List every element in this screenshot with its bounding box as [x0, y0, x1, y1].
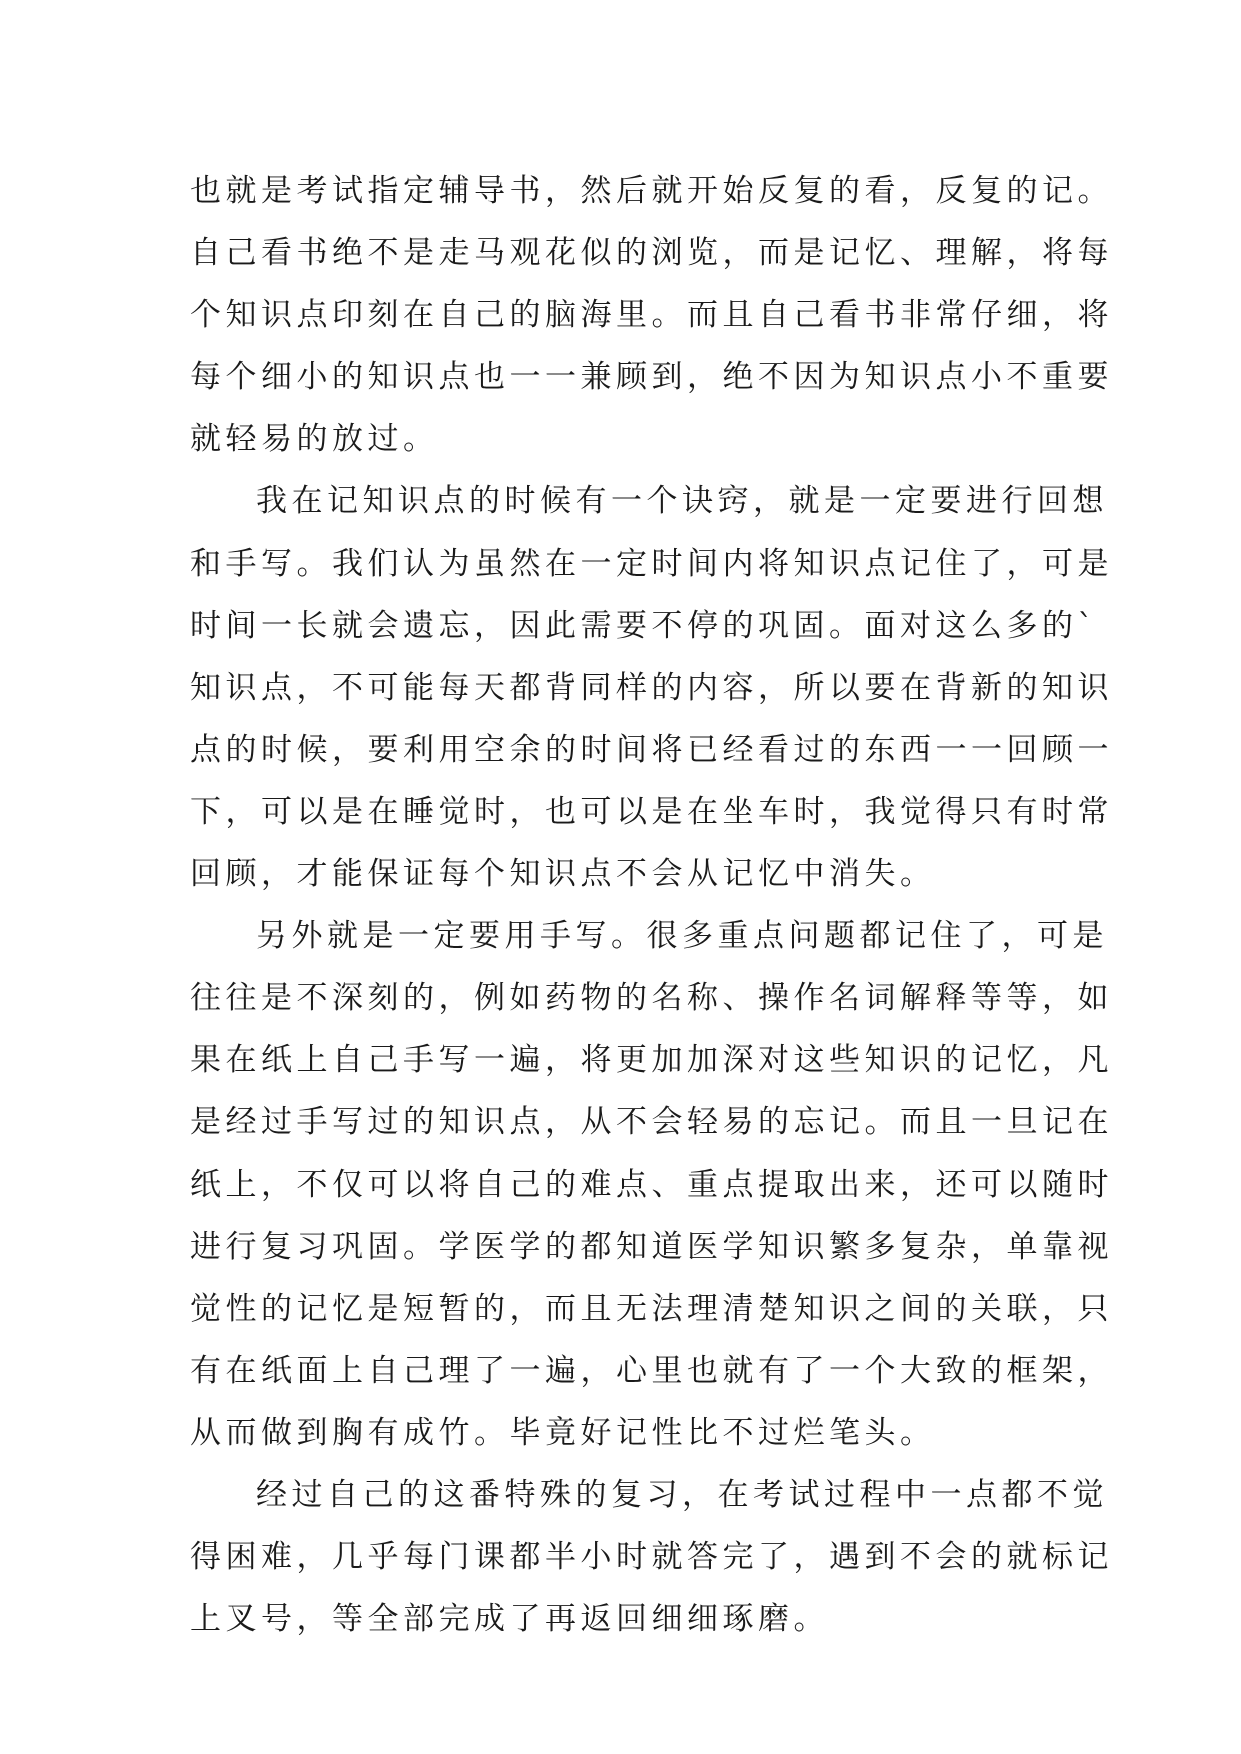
text-line: 从而做到胸有成竹。毕竟好记性比不过烂笔头。 [190, 1414, 936, 1451]
text-line: 觉性的记忆是短暂的，而且无法理清楚知识之间的关联，只 [190, 1290, 1113, 1327]
paragraph-first-line: 经过自己的这番特殊的复习，在考试过程中一点都不觉 [256, 1476, 1108, 1513]
text-line: 每个细小的知识点也一一兼顾到，绝不因为知识点小不重要 [190, 359, 1113, 396]
text-line: 自己看书绝不是走马观花似的浏览，而是记忆、理解，将每 [190, 235, 1113, 272]
text-line: 就轻易的放过。 [190, 421, 439, 458]
text-line: 有在纸面上自己理了一遍，心里也就有了一个大致的框架， [190, 1352, 1113, 1389]
text-line: 回顾，才能保证每个知识点不会从记忆中消失。 [190, 856, 936, 893]
text-line: 和手写。我们认为虽然在一定时间内将知识点记住了，可是 [190, 545, 1113, 582]
text-line: 下，可以是在睡觉时，也可以是在坐车时，我觉得只有时常 [190, 793, 1113, 830]
text-line: 点的时候，要利用空余的时间将已经看过的东西一一回顾一 [190, 731, 1113, 768]
text-line: 上叉号，等全部完成了再返回细细琢磨。 [190, 1601, 829, 1638]
text-line: 纸上，不仅可以将自己的难点、重点提取出来，还可以随时 [190, 1166, 1113, 1203]
text-line: 得困难，几乎每门课都半小时就答完了，遇到不会的就标记 [190, 1539, 1113, 1576]
text-line: 个知识点印刻在自己的脑海里。而且自己看书非常仔细，将 [190, 297, 1113, 334]
text-line: 知识点，不可能每天都背同样的内容，所以要在背新的知识 [190, 669, 1113, 706]
text-line: 往往是不深刻的，例如药物的名称、操作名词解释等等，如 [190, 980, 1113, 1017]
text-line: 是经过手写过的知识点，从不会轻易的忘记。而且一旦记在 [190, 1104, 1113, 1141]
text-line: 果在纸上自己手写一遍，将更加加深对这些知识的记忆，凡 [190, 1042, 1113, 1079]
paragraph-first-line: 另外就是一定要用手写。很多重点问题都记住了，可是 [256, 918, 1108, 955]
text-line: 进行复习巩固。学医学的都知道医学知识繁多复杂，单靠视 [190, 1228, 1113, 1265]
body-text [190, 160, 1113, 1650]
paragraph-first-line: 我在记知识点的时候有一个诀窍，就是一定要进行回想 [256, 483, 1108, 520]
text-line: 时间一长就会遗忘，因此需要不停的巩固。面对这么多的` [190, 607, 1098, 644]
text-line: 也就是考试指定辅导书，然后就开始反复的看，反复的记。 [190, 173, 1113, 209]
